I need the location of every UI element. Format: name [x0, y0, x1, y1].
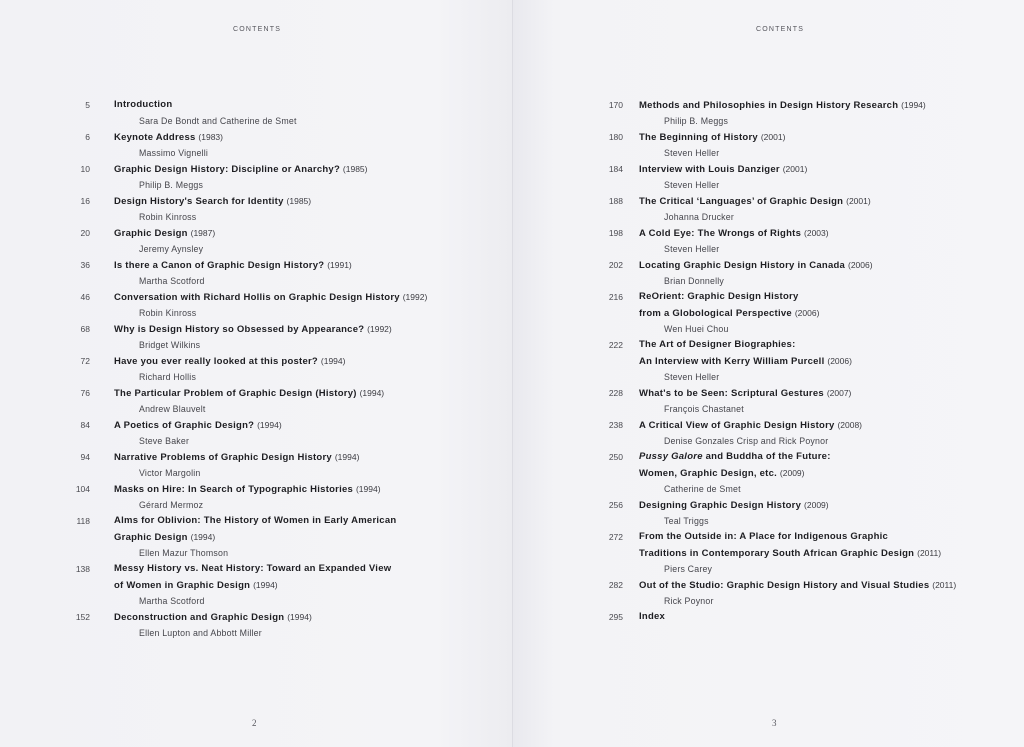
- toc-entry: [583, 529, 956, 577]
- entry-author: Martha Scotford: [139, 596, 205, 606]
- toc-entry: [583, 417, 956, 449]
- entry-year: (2008): [837, 420, 863, 430]
- entry-author: Denise Gonzales Crisp and Rick Poynor: [664, 436, 829, 446]
- entry-title: [583, 545, 956, 561]
- toc-entry: [50, 97, 427, 129]
- entry-title-text: Index: [639, 611, 666, 622]
- toc-entry: [50, 513, 427, 561]
- entry-title-text: The Art of Designer Biographies:: [639, 339, 796, 350]
- right-page: [513, 0, 1024, 747]
- toc-entry: [50, 129, 427, 161]
- entry-title: [50, 529, 427, 545]
- toc-entry: [50, 449, 427, 481]
- entry-year: (1994): [359, 388, 385, 398]
- entry-title: [50, 353, 427, 369]
- entry-title-text: An Interview with Kerry William Purcell: [639, 356, 825, 367]
- entry-page-number: 20: [80, 228, 90, 238]
- entry-page-number: 46: [80, 292, 90, 302]
- toc-entry: [50, 385, 427, 417]
- entry-author: Steven Heller: [664, 148, 720, 158]
- entry-year: (2011): [932, 580, 957, 590]
- entry-author: Andrew Blauvelt: [139, 404, 206, 414]
- entry-page-number: 216: [608, 292, 623, 302]
- entry-title: [50, 161, 427, 177]
- entry-year: (1991): [327, 260, 352, 270]
- entry-title-text: Introduction: [114, 99, 173, 110]
- entry-author: Steven Heller: [664, 180, 720, 190]
- entry-page-number: 282: [608, 580, 623, 590]
- entry-title: [50, 193, 427, 209]
- entry-title-text: The Critical ‘Languages’ of Graphic Design: [639, 196, 844, 207]
- entry-title: [583, 417, 956, 433]
- toc-entry: [583, 193, 956, 225]
- entry-title-text: of Women in Graphic Design: [114, 580, 251, 591]
- page-number: 3: [772, 718, 777, 728]
- entry-author: Bridget Wilkins: [139, 340, 201, 350]
- entry-title-text: Methods and Philosophies in Design History Research: [639, 100, 899, 111]
- entry-page-number: 10: [80, 164, 90, 174]
- entry-year: (1983): [198, 132, 223, 142]
- entry-year: (1994): [257, 420, 282, 430]
- table-of-contents: [50, 97, 427, 641]
- entry-title: [583, 529, 956, 545]
- entry-author: Brian Donnelly: [664, 276, 725, 286]
- entry-title-text: Traditions in Contemporary South African Graphic Design: [639, 548, 915, 559]
- entry-year: (1994): [320, 356, 346, 366]
- entry-year: (2009): [804, 500, 829, 510]
- entry-year: (1985): [286, 196, 312, 206]
- entry-title: [583, 161, 956, 177]
- entry-title: [50, 257, 427, 273]
- entry-author: Rick Poynor: [664, 596, 714, 606]
- entry-title-text: ReOrient: Graphic Design History: [639, 291, 799, 302]
- entry-title-text: Graphic Design History: Discipline or Anarchy?: [114, 164, 341, 175]
- entry-page-number: 16: [80, 196, 90, 206]
- entry-title: [50, 97, 427, 113]
- entry-author: Ellen Mazur Thomson: [139, 548, 229, 558]
- toc-entry: [50, 481, 427, 513]
- entry-page-number: 188: [608, 196, 623, 206]
- toc-entry: [583, 385, 956, 417]
- entry-page-number: 198: [608, 228, 623, 238]
- entry-page-number: 180: [608, 132, 623, 142]
- toc-entry: [583, 97, 956, 129]
- toc-entry: [583, 289, 956, 337]
- entry-page-number: 138: [75, 564, 90, 574]
- entry-title: [583, 97, 956, 113]
- entry-title: [50, 225, 427, 241]
- toc-entry: [50, 289, 427, 321]
- entry-year: (2007): [826, 388, 852, 398]
- toc-entry: [50, 417, 427, 449]
- entry-page-number: 202: [608, 260, 623, 270]
- table-of-contents: [583, 97, 956, 625]
- entry-author: Victor Margolin: [139, 468, 201, 478]
- entry-page-number: 170: [608, 100, 623, 110]
- toc-entry: [583, 497, 956, 529]
- entry-author: Gérard Mermoz: [139, 500, 204, 510]
- entry-author: Wen Huei Chou: [664, 324, 729, 334]
- book-gutter: [512, 0, 513, 747]
- entry-title-text: Messy History vs. Neat History: Toward an Expanded View: [114, 563, 392, 574]
- entry-author: Sara De Bondt and Catherine de Smet: [139, 116, 297, 126]
- entry-title: [583, 385, 956, 401]
- entry-year: (1994): [901, 100, 926, 110]
- entry-title: [583, 289, 956, 305]
- entry-page-number: 184: [608, 164, 623, 174]
- entry-title-text: A Cold Eye: The Wrongs of Rights: [639, 228, 802, 239]
- entry-page-number: 118: [76, 516, 90, 526]
- entry-title-text: Women, Graphic Design, etc.: [639, 468, 778, 479]
- entry-title: [583, 225, 956, 241]
- entry-page-number: 36: [80, 260, 90, 270]
- entry-title: [50, 513, 427, 529]
- entry-page-number: 84: [80, 420, 90, 430]
- entry-page-number: 76: [80, 388, 90, 398]
- entry-title: [583, 337, 956, 353]
- entry-title-text: Interview with Louis Danziger: [639, 164, 780, 175]
- entry-title-text: Conversation with Richard Hollis on Graphic Design History: [114, 292, 400, 303]
- entry-year: (1994): [355, 484, 381, 494]
- entry-year: (2001): [846, 196, 871, 206]
- entry-page-number: 256: [608, 500, 623, 510]
- entry-author: Steve Baker: [139, 436, 190, 446]
- entry-title: [583, 257, 956, 273]
- entry-title-text: Graphic Design: [114, 532, 188, 543]
- entry-title-text: The Particular Problem of Graphic Design (History): [114, 388, 357, 399]
- entry-title: [50, 561, 427, 577]
- entry-title: [50, 289, 427, 305]
- toc-entry: [583, 161, 956, 193]
- toc-entry: [50, 609, 427, 641]
- entry-title: [50, 577, 427, 593]
- entry-title-text: A Critical View of Graphic Design History: [639, 420, 835, 431]
- entry-author: Philip B. Meggs: [664, 116, 729, 126]
- entry-title-text: and Buddha of the Future:: [702, 451, 831, 462]
- entry-page-number: 94: [80, 452, 90, 462]
- toc-entry: [583, 449, 956, 497]
- entry-year: (1985): [342, 164, 368, 174]
- entry-year: (1994): [287, 612, 312, 622]
- entry-title-text: Keynote Address: [114, 132, 196, 143]
- entry-page-number: 104: [75, 484, 90, 494]
- entry-title-text: Graphic Design: [114, 228, 188, 239]
- toc-entry: [50, 193, 427, 225]
- entry-title-text: Design History's Search for Identity: [114, 196, 284, 207]
- entry-author: Teal Triggs: [664, 516, 709, 526]
- entry-year: (2001): [782, 164, 808, 174]
- entry-title-text: What's to be Seen: Scriptural Gestures: [639, 388, 824, 399]
- entry-title: [583, 609, 956, 625]
- entry-year: (2001): [760, 132, 786, 142]
- entry-page-number: 250: [608, 452, 623, 462]
- entry-title-text: The Beginning of History: [639, 132, 758, 143]
- entry-title-text: A Poetics of Graphic Design?: [114, 420, 255, 431]
- entry-year: (2006): [847, 260, 873, 270]
- toc-entry: [50, 161, 427, 193]
- entry-title: [50, 321, 427, 337]
- entry-year: (1994): [334, 452, 360, 462]
- entry-author: Steven Heller: [664, 372, 720, 382]
- entry-page-number: 222: [608, 340, 623, 350]
- toc-entry: [583, 257, 956, 289]
- entry-title: [583, 449, 956, 465]
- entry-author: Steven Heller: [664, 244, 720, 254]
- entry-year: (1992): [402, 292, 428, 302]
- toc-entry: [50, 353, 427, 385]
- entry-author: Ellen Lupton and Abbott Miller: [139, 628, 262, 638]
- entry-title-text: Out of the Studio: Graphic Design History and Visual Studies: [639, 580, 930, 591]
- entry-title: [583, 353, 956, 369]
- entry-page-number: 68: [80, 324, 90, 334]
- entry-year: (2006): [827, 356, 852, 366]
- toc-entry: [583, 337, 956, 385]
- entry-author: Robin Kinross: [139, 212, 197, 222]
- entry-title: [50, 417, 427, 433]
- entry-year: (2003): [804, 228, 829, 238]
- entry-title: [50, 609, 427, 625]
- entry-page-number: 295: [608, 612, 623, 622]
- running-head: CONTENTS: [233, 26, 282, 33]
- toc-entry: [50, 321, 427, 353]
- entry-author: Massimo Vignelli: [139, 148, 209, 158]
- toc-entry: [583, 129, 956, 161]
- entry-title-text: Designing Graphic Design History: [639, 500, 802, 511]
- entry-title-text: Alms for Oblivion: The History of Women in Early American: [114, 515, 397, 526]
- entry-title-text: Deconstruction and Graphic Design: [114, 612, 285, 623]
- running-head: CONTENTS: [756, 26, 805, 33]
- entry-title: [583, 305, 956, 321]
- entry-title: [50, 129, 427, 145]
- entry-title: [583, 129, 956, 145]
- toc-entry: [50, 257, 427, 289]
- entry-page-number: 5: [85, 100, 90, 110]
- entry-page-number: 152: [75, 612, 90, 622]
- entry-title-text: Is there a Canon of Graphic Design History?: [114, 260, 325, 271]
- entry-author: Robin Kinross: [139, 308, 197, 318]
- toc-entry: [50, 561, 427, 609]
- entry-title: [583, 497, 956, 513]
- entry-year: (2006): [794, 308, 820, 318]
- entry-author: Jeremy Aynsley: [139, 244, 204, 254]
- entry-title: [583, 193, 956, 209]
- entry-year: (2011): [917, 548, 942, 558]
- entry-author: Catherine de Smet: [664, 484, 741, 494]
- entry-year: (1987): [190, 228, 216, 238]
- entry-title-text: Why is Design History so Obsessed by Appearance?: [114, 324, 365, 335]
- entry-title-text: Have you ever really looked at this poster?: [114, 356, 318, 367]
- entry-title-text: Masks on Hire: In Search of Typographic Histories: [114, 484, 354, 495]
- entry-title-italic: Pussy Galore: [639, 451, 703, 462]
- entry-author: Philip B. Meggs: [139, 180, 204, 190]
- entry-title: [583, 577, 956, 593]
- toc-entry: [583, 577, 956, 609]
- toc-entry: [50, 225, 427, 257]
- entry-title: [50, 481, 427, 497]
- entry-title-text: From the Outside in: A Place for Indigenous Graphic: [639, 531, 889, 542]
- entry-title: [50, 449, 427, 465]
- entry-title: [583, 465, 956, 481]
- entry-title-text: Narrative Problems of Graphic Design History: [114, 452, 332, 463]
- entry-author: Johanna Drucker: [664, 212, 734, 222]
- entry-author: Richard Hollis: [139, 372, 197, 382]
- entry-title: [50, 385, 427, 401]
- toc-entry: [583, 225, 956, 257]
- entry-author: Martha Scotford: [139, 276, 205, 286]
- toc-entry: [583, 609, 956, 625]
- entry-title-text: Locating Graphic Design History in Canada: [639, 260, 846, 271]
- entry-year: (1994): [253, 580, 278, 590]
- entry-page-number: 72: [80, 356, 90, 366]
- page-number: 2: [252, 718, 257, 728]
- entry-page-number: 238: [608, 420, 623, 430]
- entry-page-number: 272: [608, 532, 623, 542]
- entry-author: François Chastanet: [664, 404, 744, 414]
- entry-year: (1992): [367, 324, 392, 334]
- entry-page-number: 6: [85, 132, 90, 142]
- entry-author: Piers Carey: [664, 564, 713, 574]
- entry-year: (1994): [190, 532, 216, 542]
- entry-title-text: from a Globological Perspective: [639, 308, 792, 319]
- entry-page-number: 228: [608, 388, 623, 398]
- entry-year: (2009): [779, 468, 805, 478]
